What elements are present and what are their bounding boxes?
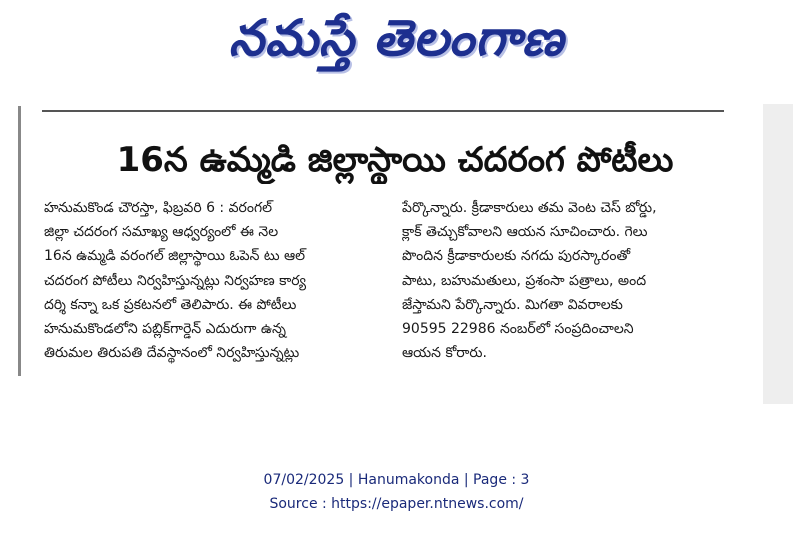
- left-divider: [18, 106, 21, 376]
- text-line: జిల్లా చదరంగ సమాఖ్య ఆధ్వర్యంలో ఈ నెల: [44, 224, 279, 241]
- text-line: 90595 22986 నంబర్‌లో సంప్రదించాలని: [402, 321, 634, 338]
- news-clipping: [18, 96, 793, 406]
- text-line: క్లాక్ తెచ్చుకోవాలని ఆయన సూచించారు. గెలు: [402, 224, 648, 241]
- text-line: 16న ఉమ్మడి వరంగల్ జిల్లాస్థాయి ఓపెన్ టు ఆల్: [44, 248, 306, 265]
- newspaper-logo: నమస్తే తెలంగాణ: [228, 9, 565, 67]
- footer-date-edition: 07/02/2025 | Hanumakonda | Page : 3: [263, 472, 530, 488]
- footer-source: Source : https://epaper.ntnews.com/: [269, 496, 524, 512]
- top-rule: [42, 110, 724, 112]
- article-column-right: [402, 196, 748, 365]
- article-column-left: [44, 196, 390, 365]
- text-line: పొందిన క్రీడాకారులకు నగదు పురస్కారంతో: [402, 248, 631, 265]
- text-line: తిరుమల తిరుపతి దేవస్థానంలో నిర్వహిస్తున్నట్లు: [44, 345, 300, 362]
- text-line: హనుమకొండలోని పబ్లిక్‌గార్డెన్ ఎదురుగా ఉన్న: [44, 321, 286, 338]
- text-line: పేర్కొన్నారు. క్రీడాకారులు తమ వెంట చెస్ బోర్డు,: [402, 200, 657, 216]
- text-line: ఆయన కోరారు.: [402, 345, 487, 362]
- text-line: పాటు, బహుమతులు, ప్రశంసా పత్రాలు, అంద: [402, 272, 647, 289]
- text-line: చదరంగ పోటీలు నిర్వహిస్తున్నట్లు నిర్వహణ కార్య: [44, 272, 307, 289]
- article-headline: 16న ఉమ్మడి జిల్లాస్థాయి చదరంగ పోటీలు: [116, 140, 674, 180]
- text-line: జేస్తామని పేర్కొన్నారు. మిగతా వివరాలకు: [402, 296, 623, 313]
- masthead: [0, 2, 793, 74]
- text-line: హనుమకొండ చౌరస్తా, ఫిబ్రవరి 6 : వరంగల్: [44, 200, 273, 216]
- text-line: దర్శి కన్నా ఒక ప్రకటనలో తెలిపారు. ఈ పోటీలు: [44, 296, 297, 313]
- adjacent-article-strip: [763, 104, 793, 404]
